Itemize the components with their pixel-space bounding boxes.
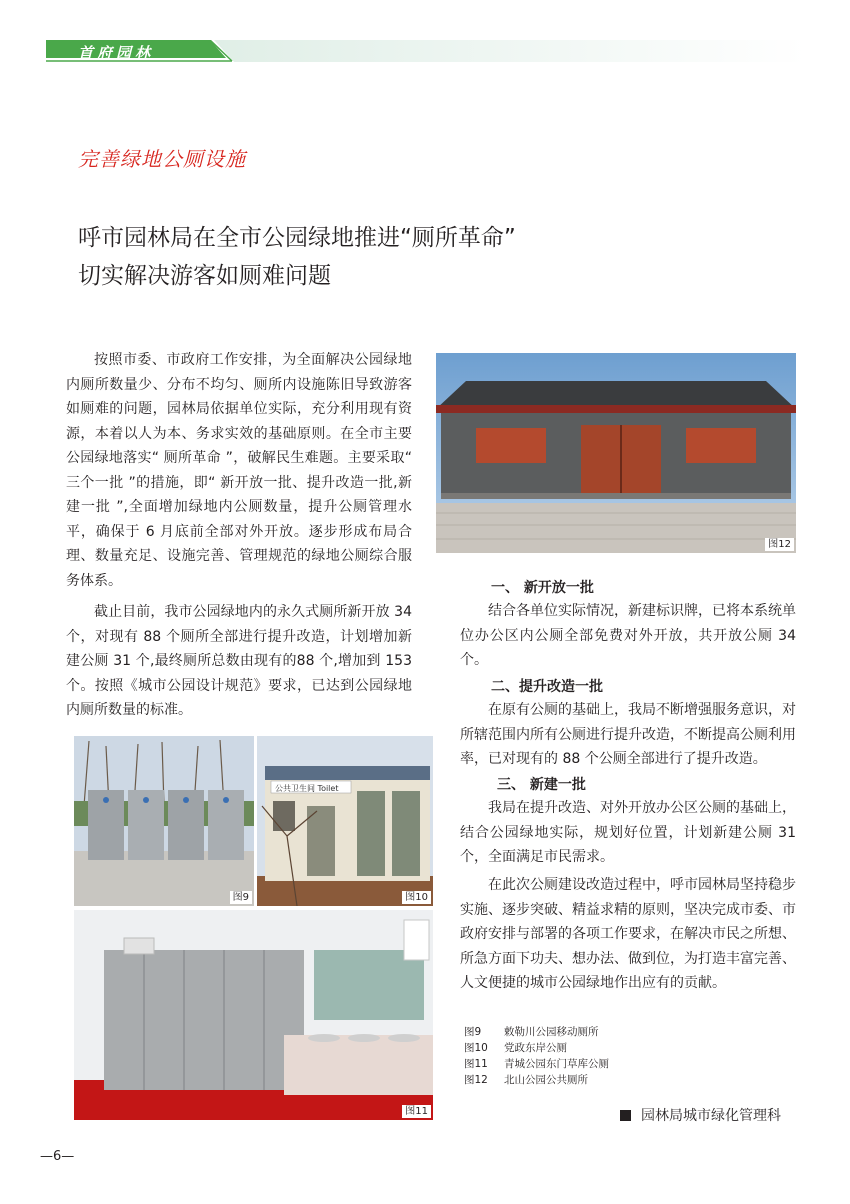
caption-row xyxy=(464,1024,609,1040)
caption-number: 图11 xyxy=(464,1058,488,1070)
headline-line-1: 呼市园林局在全市公园绿地推进“厕所革命” xyxy=(78,225,516,251)
photo-fig9 xyxy=(74,736,254,906)
page-number: —6— xyxy=(40,1149,75,1164)
photo-fig12-tag: 图12 xyxy=(765,538,794,551)
photo-fig10 xyxy=(257,736,433,906)
caption-text: 青城公园东门草库公厕 xyxy=(504,1058,609,1070)
caption-row xyxy=(464,1056,609,1072)
caption-row xyxy=(464,1040,609,1056)
left-paragraph-2: 截止目前，我市公园绿地内的永久式厕所新开放 34 个，对现有 88 个厕所全部进行提升改造，计划增加新建公厕 31 个,最终厕所总数由现有的88 个,增加到 153 个。按照《城市公园设计规范》要求，已达到公园绿地内厕所数量的标准。 xyxy=(66,604,412,718)
headline-line-2: 切实解决游客如厕难问题 xyxy=(78,263,331,289)
section-2-text: 在原有公厕的基础上，我局不断增强服务意识，对所辖范围内所有公厕进行提升改造，不断提高公厕利用率，已对现有的 88 个公厕全部进行了提升改造。 xyxy=(460,702,796,767)
footer-square-icon xyxy=(620,1110,631,1121)
section-2-heading: 二、提升改造一批 xyxy=(491,679,603,695)
section-3-text: 我局在提升改造、对外开放办公区公厕的基础上，结合公园绿地实际，规划好位置，计划新建公厕 31 个，全面满足市民需求。 xyxy=(460,800,796,865)
caption-number: 图9 xyxy=(464,1026,482,1038)
caption-text: 敕勒川公园移动厕所 xyxy=(504,1026,599,1038)
figure-captions xyxy=(464,1024,609,1088)
section-1-heading: 一、 新开放一批 xyxy=(491,580,594,596)
caption-text: 北山公园公共厕所 xyxy=(504,1074,588,1086)
left-paragraph-1: 按照市委、市政府工作安排，为全面解决公园绿地内厕所数量少、分布不均匀、厕所内设施陈旧导致游客如厕难的问题，园林局依据单位实际，充分利用现有资源，本着以人为本、务求实效的基础原则。在全市主要公园绿地落实“ 厕所革命 ”，破解民生难题。主要采取“ 三个一批 ”的措施，即“ 新开放一批、提升改造一批,新建一批 ”,全面增加绿地内公厕数量，提升公厕管理水平，确保于 6 月底前全部对外开放。逐步形成布局合理、数量充足、设施完善、管理规范的绿地公厕综合服务体系。 xyxy=(66,352,412,589)
footer-org-name: 园林局城市绿化管理科 xyxy=(641,1108,781,1124)
photo-fig12 xyxy=(436,353,796,553)
fig10-sign: 公共卫生间 Toilet xyxy=(275,784,339,793)
closing-paragraph: 在此次公厕建设改造过程中，呼市园林局坚持稳步实施、逐步突破、精益求精的原则，坚决完成市委、市政府安排与部署的各项工作要求，在解决市民之所想、所急方面下功夫、想办法、做到位，为打造丰富完善、人文便捷的城市公园绿地作出应有的贡献。 xyxy=(460,877,796,991)
section-1-text: 结合各单位实际情况，新建标识牌，已将本系统单位办公区内公厕全部免费对外开放，共开放公厕 34 个。 xyxy=(460,603,796,668)
photo-fig11 xyxy=(74,910,433,1120)
photo-fig10-tag: 图10 xyxy=(402,891,431,904)
footer-organization xyxy=(620,1105,781,1125)
photo-fig11-tag: 图11 xyxy=(402,1105,431,1118)
caption-number: 图12 xyxy=(464,1074,488,1086)
section-3-heading: 三、 新建一批 xyxy=(497,777,586,793)
photo-fig9-tag: 图9 xyxy=(230,891,252,904)
section-title: 完善绿地公厕设施 xyxy=(78,147,246,171)
caption-number: 图10 xyxy=(464,1042,488,1054)
caption-text: 党政东岸公厕 xyxy=(504,1042,567,1054)
caption-row xyxy=(464,1072,609,1088)
header-label: 首府园林 xyxy=(78,44,155,62)
